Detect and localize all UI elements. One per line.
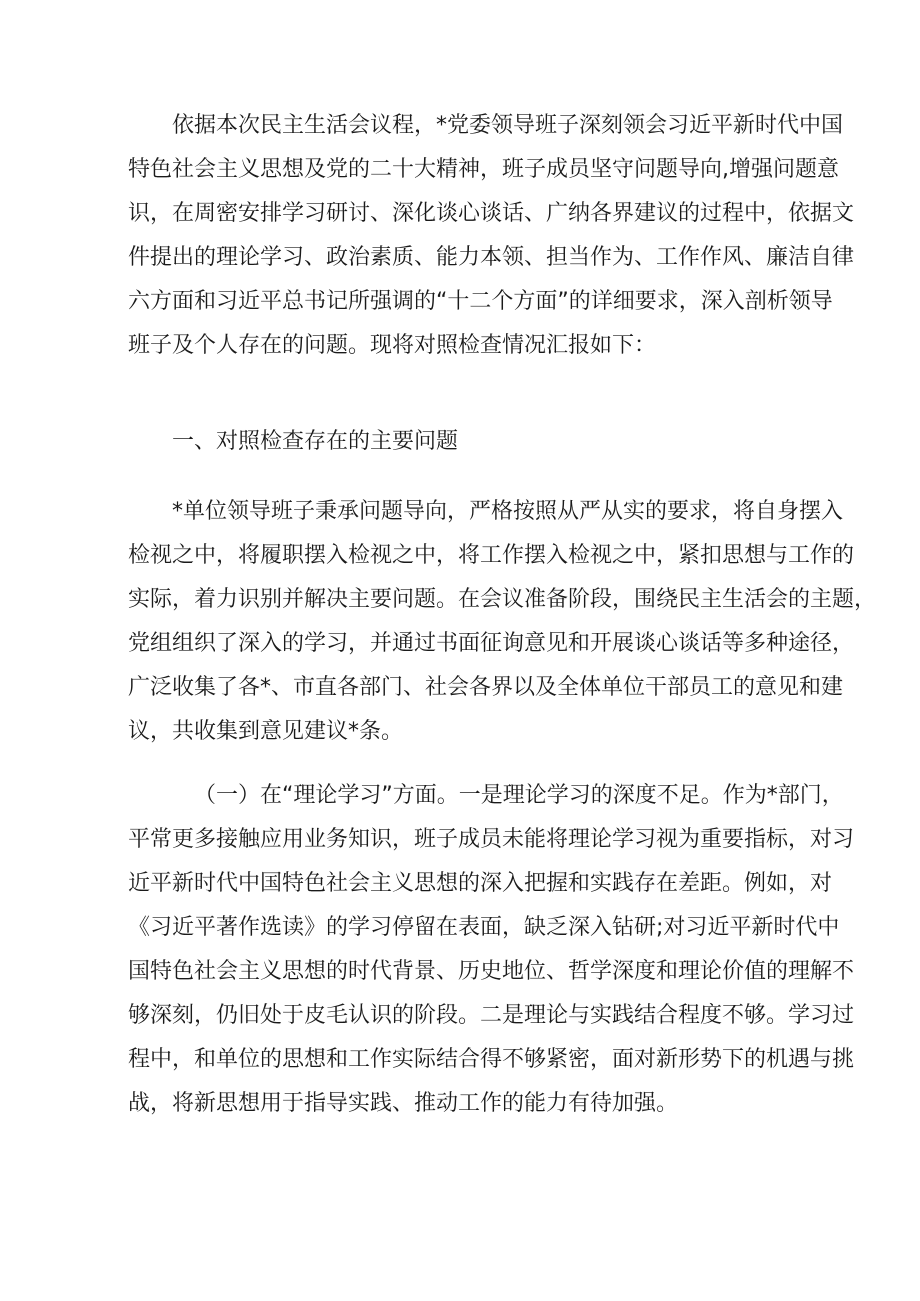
text-line: 《习近平著作选读》的学习停留在表面，缺乏深入钻研;对习近平新时代中: [128, 915, 840, 940]
text-line: 实际，着力识别并解决主要问题。在会议准备阶段，围绕民主生活会的主题，: [128, 587, 877, 612]
text-line: 依据本次民主生活会议程，*党委领导班子深刻领会习近平新时代中国: [172, 113, 844, 138]
text-line: 件提出的理论学习、政治素质、能力本领、担当作为、工作作风、廉洁自律: [128, 245, 855, 270]
text-line: （一）在“理论学习”方面。一是理论学习的深度不足。作为*部门，: [194, 783, 844, 808]
text-line: 战，将新思想用于指导实践、推动工作的能力有待加强。: [128, 1091, 679, 1116]
text-line: 六方面和习近平总书记所强调的“十二个方面”的详细要求，深入剖析领导: [128, 289, 833, 314]
text-line: *单位领导班子秉承问题导向，严格按照从严从实的要求，将自身摆入: [172, 499, 844, 524]
text-line: 检视之中，将履职摆入检视之中，将工作摆入检视之中，紧扣思想与工作的: [128, 543, 855, 568]
text-line: 近平新时代中国特色社会主义思想的深入把握和实践存在差距。例如，对: [128, 871, 833, 896]
text-line: 广泛收集了各*、市直各部门、社会各界以及全体单位干部员工的意见和建: [128, 675, 844, 700]
text-line: 党组组织了深入的学习，并通过书面征询意见和开展谈心谈话等多种途径，: [128, 631, 855, 656]
text-line: 程中，和单位的思想和工作实际结合得不够紧密，面对新形势下的机遇与挑: [128, 1047, 855, 1072]
text-line: 班子及个人存在的问题。现将对照检查情况汇报如下：: [128, 333, 657, 358]
paragraph-theory-study: [128, 774, 855, 1126]
text-line: 议，共收集到意见建议*条。: [128, 719, 404, 744]
heading-line: 一、对照检查存在的主要问题: [172, 429, 459, 454]
text-line: 国特色社会主义思想的时代背景、历史地位、哲学深度和理论价值的理解不: [128, 959, 855, 984]
section-heading: [128, 420, 792, 464]
text-line: 特色社会主义思想及党的二十大精神，班子成员坚守问题导向,增强问题意: [128, 157, 839, 182]
text-line: 平常更多接触应用业务知识，班子成员未能将理论学习视为重要指标，对习: [128, 827, 855, 852]
text-line: 识，在周密安排学习研讨、深化谈心谈话、广纳各界建议的过程中，依据文: [128, 201, 855, 226]
paragraph-intro: [128, 104, 855, 368]
paragraph-overview: [128, 490, 877, 754]
text-line: 够深刻，仍旧处于皮毛认识的阶段。二是理论与实践结合程度不够。学习过: [128, 1003, 855, 1028]
